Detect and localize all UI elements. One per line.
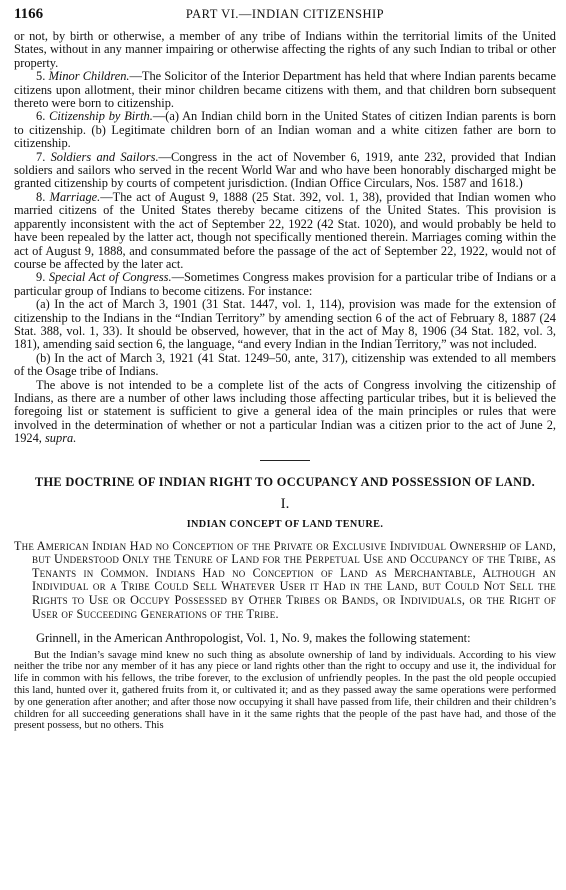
- paragraph-title: Minor Children.: [48, 69, 130, 84]
- paragraph-special-act: [14, 271, 556, 298]
- section-subheading: INDIAN CONCEPT OF LAND TENURE.: [186, 518, 384, 530]
- paragraph-title: Citizenship by Birth.: [49, 109, 153, 124]
- paragraph-title: Soldiers and Sailors.: [50, 149, 159, 164]
- paragraph-marriage: [14, 191, 556, 271]
- continuation-paragraph: or not, by birth or otherwise, a member of any tribe of Indians within the territorial limits of the United States, without in any manner impairing or otherwise affecting the rights of any such Indian to tribal or other property.: [14, 29, 556, 70]
- page-number: 1166: [14, 6, 44, 22]
- running-header: [14, 6, 556, 30]
- section-body: [14, 632, 556, 645]
- paragraph-title: Special Act of Congress.: [48, 270, 172, 285]
- paragraph-text: —Sometimes Congress makes provision for a particular tribe of Indians or a particular group of Indians to become citizens. For instance:: [14, 270, 557, 298]
- section-divider: [260, 460, 310, 461]
- section-numeral: I.: [280, 495, 290, 512]
- body-text: [14, 30, 556, 446]
- paragraph-soldiers-and-sailors: [14, 151, 556, 191]
- running-title: PART VI.—INDIAN CITIZENSHIP: [185, 7, 385, 21]
- paragraph-number: 5.: [36, 69, 49, 84]
- document-page: [0, 6, 566, 890]
- section-thesis: The American Indian Had no Conception of the Private or Exclusive Individual Ownership of Land, but Understood Only the Tenure of Land for the Perpetual Use and Occupancy of the Tribe, as Tenants in Common. Indians Had no Conception of Land as Merchantable, Although an Individual or a Tribe Could Sell Whatever User it Had in the Land, but Could Not Sell the Rights to Use or Occupy Possessed by Other Tribes or Bands, or Individuals, or the Right of User of Succeeding Generations of the Tribe.: [14, 538, 556, 621]
- paragraph-minor-children: [14, 70, 556, 110]
- paragraph-number: 8.: [36, 189, 50, 204]
- paragraph-text: —(a) An Indian child born in the United States of citizen Indian parents is born to citizenship. (b) Legitimate children born of an Indian woman and a white citizen father are born to citizenship.: [14, 109, 556, 151]
- paragraph-text: —The act of August 9, 1888 (25 Stat. 392, vol. 1, 38), provided that Indian women who married citizens of the United States thereby became citizens of the United States. This provision is apparently inconsistent with the act of September 22, 1922 (42 Stat. 1020), and would probably be held to have been repealed by the latter act, though not specifically mentioned therein. Marriages coming within the act of August 9, 1888, and consummated before the passage of the act of September 22, 1922, would not of course be affected by the later act.: [14, 189, 556, 271]
- section-heading: THE DOCTRINE OF INDIAN RIGHT TO OCCUPANCY AND POSSESSION OF LAND.: [34, 474, 536, 489]
- closing-supra: supra.: [44, 431, 77, 446]
- paragraph-number: 7.: [36, 149, 51, 164]
- paragraph-citizenship-by-birth: [14, 110, 556, 150]
- subparagraph-a: (a) In the act of March 3, 1901 (31 Stat. 1447, vol. 1, 114), provision was made for the extension of citizenship to the Indians in the “Indian Territory” by amending section 6 of the act of February 8, 1887 (24 Stat. 388, vol. 1, 33). It should be observed, however, that in the act of May 8, 1906 (34 Stat. 182, vol. 3, 181), amending said section 6, the language, “and every Indian in the Indian Territory,” was not included.: [14, 297, 556, 352]
- closing-paragraph: [14, 379, 556, 446]
- paragraph-number: 9.: [36, 270, 49, 285]
- block-quote: [14, 650, 556, 733]
- closing-text: The above is not intended to be a complete list of the acts of Congress involving the citizenship of Indians, as there are a number of other laws including those affecting particular tribes, but it is believed the foregoing list or statement is sufficient to give a general idea of the main principles or rules that were involved in the determination of whether or not a particular Indian was a citizen prior to the act of June 2, 1924,: [14, 377, 556, 446]
- paragraph-text: —Congress in the act of November 6, 1919, ante 232, provided that Indian soldiers and sailors who served in the recent World War and who have been honorably discharged might be granted citizenship by courts of competent jurisdiction. (Indian Office Circulars, Nos. 1587 and 1618.): [14, 149, 556, 191]
- quote-text: But the Indian’s savage mind knew no such thing as absolute ownership of land by individuals. According to his view neither the tribe nor any member of it has any piece or land rights other than the right to occupy and use it, the individual for life in common with his fellows, the tribe forever, to the exclusion of unfriendly peoples. In the past the old people occupied this land, hunted over it, gathered fruits from it, or cultivated it; and as they passed away the same operations were performed by one generation after another; and after those now occupying it shall have passed from life, their children and their children’s children for all succeeding generations shall have in it the same rights that the people of the past have had, and those of the present possess, but no others. This: [14, 649, 556, 732]
- paragraph-number: 6.: [36, 109, 50, 124]
- subparagraph-b: (b) In the act of March 3, 1921 (41 Stat. 1249–50, ante, 317), citizenship was extended to all members of the Osage tribe of Indians.: [14, 350, 556, 379]
- quote-introduction: Grinnell, in the American Anthropologist, Vol. 1, No. 9, makes the following statement:: [36, 631, 471, 646]
- paragraph-text: —The Solicitor of the Interior Department has held that where Indian parents became citizens upon allotment, their minor children became citizens with them, and that children born subsequent thereto were born to citizenship.: [14, 69, 556, 111]
- paragraph-title: Marriage.: [49, 189, 101, 204]
